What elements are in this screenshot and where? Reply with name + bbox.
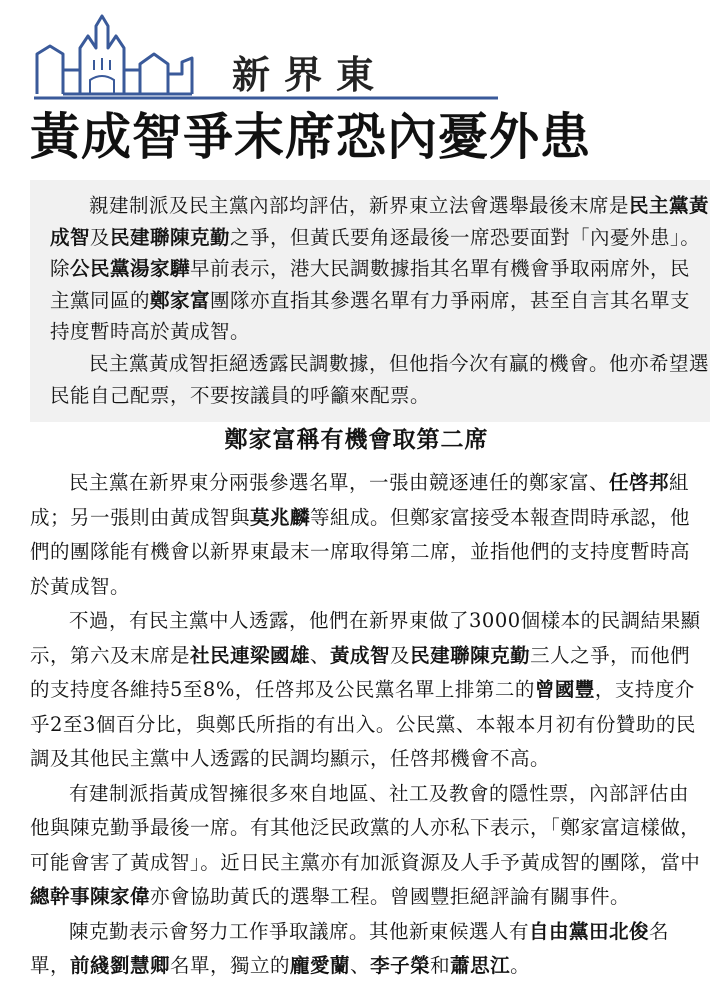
text-segment: 不過，有民主黨中人透露，他們在新界東做了3000個樣本的民調結果顯示，第六及末席是 [30,609,701,667]
text-segment: ，支持度介乎2至3個百分比，與鄭氏所指的有出入。公民黨、本報本月初有份贊助的民調及其他民主黨中人透露的民調均顯示，任啓邦機會不高。 [30,678,696,770]
text-segment: 、 [350,954,371,977]
highlighted-name: 黃成智 [330,643,391,667]
lead-paragraph [50,348,710,411]
text-segment: 及 [90,225,111,249]
text-segment: 民主黨黃成智拒絕透露民調數據，但他指今次有贏的機會。他亦希望選民能自己配票，不要按議員的呼籲來配票。 [50,352,710,407]
text-segment: 和 [430,954,451,977]
text-segment: 民主黨在新界東分兩張參選名單，一張由競逐連任的鄭家富、 [69,471,610,494]
text-segment: 及 [390,643,411,667]
highlighted-name: 社民連梁國雄 [190,643,311,667]
lead-box [30,180,710,422]
text-segment: 團隊亦直指其參選名單有力爭兩席，甚至自言其名單支持度暫時高於黃成智。 [50,288,691,343]
section-header [32,14,502,104]
text-segment: 陳克勤表示會努力工作爭取議席。其他新東候選人有 [69,919,530,943]
highlighted-name: 蕭思江 [450,954,511,977]
text-segment: 名單， [30,919,670,977]
highlighted-name: 曾國豐 [534,678,595,701]
highlighted-name: 公民黨湯家驊 [70,257,191,280]
highlighted-name: 總幹事陳家偉 [30,885,151,908]
text-segment: 等組成。但鄭家富接受本報查問時承認，他們的團隊能有機會以新界東最末一席取得第二席，並指他們的支持度暫時高於黃成智。 [30,505,691,598]
highlighted-name: 李子榮 [370,954,431,977]
highlighted-name: 鄭家富 [150,288,211,312]
subheading: 鄭家富稱有機會取第二席 [224,427,489,453]
text-segment: 早前表示，港大民調數據指其名單有機會爭取兩席外，民主黨同區的 [50,257,691,312]
text-segment: 有建制派指黃成智擁很多來自地區、社工及教會的隱性票，內部評估由他與陳克勤爭最後一席。有其他泛民政黨的人亦私下表示，「鄭家富這樣做，可能會害了黃成智」。近日民主黨亦有加派資源及人手予黃成智的團隊，當中 [30,781,701,874]
text-segment: 三人之爭，而他們的支持度各維持5至8%，任啓邦及公民黨名單上排第二的 [30,643,691,701]
highlighted-name: 民主黨黃成智 [50,194,710,249]
text-segment: 親建制派及民主黨內部均評估，新界東立法會選舉最後末席是 [89,194,630,217]
body-paragraph [30,604,708,777]
highlighted-name: 民建聯陳克勤 [110,225,231,249]
text-segment: 亦會協助黃氏的選舉工程。曾國豐拒絕評論有關事件。 [150,885,631,908]
body-paragraph [30,915,708,984]
section-label: 新界東 [232,53,389,97]
text-segment: 名單，獨立的 [170,954,291,977]
highlighted-name: 龐愛蘭 [290,954,351,977]
body-paragraph [30,777,708,915]
highlighted-name: 前綫劉慧卿 [70,954,171,977]
highlighted-name: 民建聯陳克勤 [410,643,531,667]
text-segment: 之爭，但黃氏要角逐最後一席恐要面對「內憂外患」。除 [50,225,701,280]
highlighted-name: 自由黨田北俊 [529,919,650,943]
body-paragraph [30,466,708,604]
article-body [30,466,708,984]
headline: 黃成智爭末席恐內憂外患 [30,108,591,166]
lead-paragraph [50,190,710,348]
text-segment: 組成；另一張則由黃成智與 [30,471,690,529]
text-segment: 、 [310,643,331,667]
highlighted-name: 莫兆麟 [250,505,311,529]
highlighted-name: 任啓邦 [609,471,670,494]
text-segment: 。 [510,954,531,977]
